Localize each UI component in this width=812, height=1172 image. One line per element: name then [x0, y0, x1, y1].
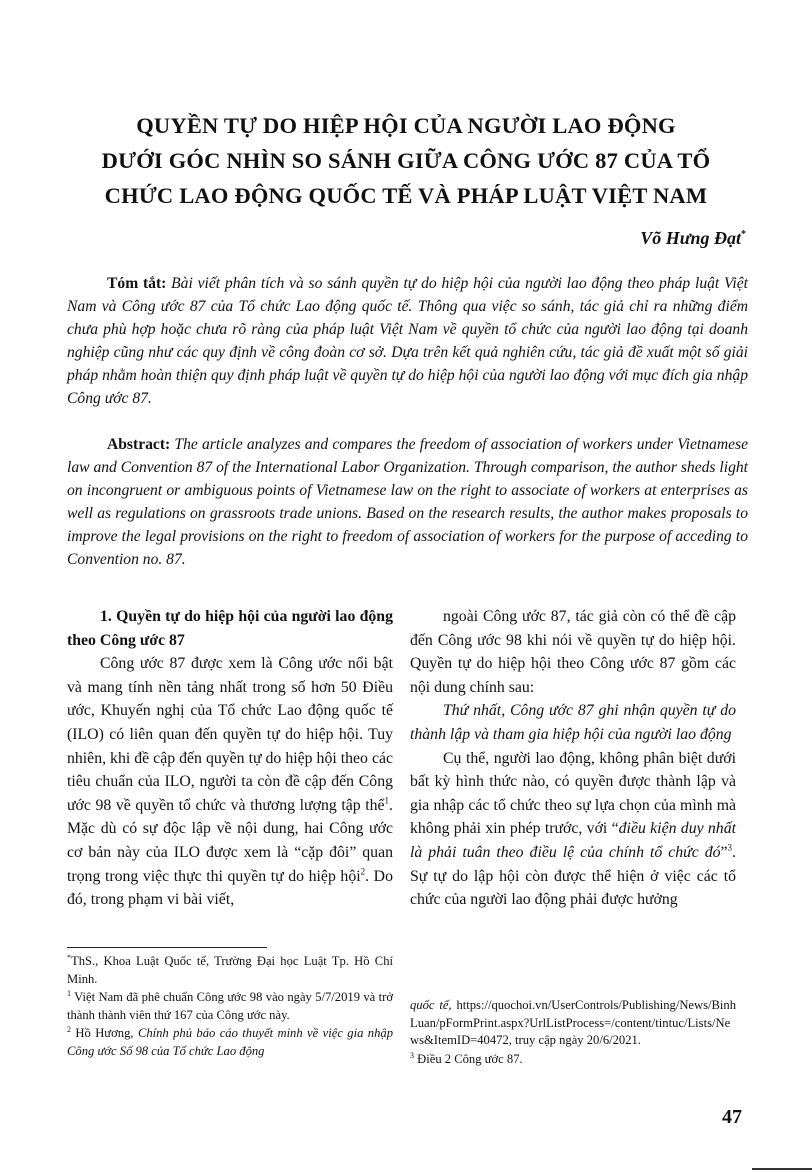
- footnote-italic-title: quốc tế,: [410, 998, 452, 1012]
- section-heading: 1. Quyền tự do hiệp hội của người lao động theo Công ước 87: [67, 608, 393, 649]
- body-text: Cụ thể, người lao động, không phân biệt dưới bất kỳ hình thức nào, có quyền được thành lập và gia nhập các tổ chức theo sự lựa chọn của mình mà không phải xin phép trước, với “: [410, 749, 736, 838]
- footnote-mark: 1: [67, 989, 71, 998]
- body-text: ”: [720, 843, 728, 861]
- abstract-vi-label: Tóm tắt:: [107, 275, 167, 292]
- footnote-mark: 3: [410, 1050, 414, 1060]
- footnote-text: Hồ Hương,: [75, 1026, 134, 1041]
- footnotes-left: [67, 953, 393, 1062]
- body-text: . Do đó, trong phạm vi bài viết,: [67, 867, 393, 909]
- footnote-ref: 2: [360, 866, 366, 877]
- footnote-text: ThS., Khoa Luật Quốc tế, Trường Đại học Luật Tp. Hồ Chí Minh.: [67, 954, 393, 986]
- body-column-right: [410, 605, 736, 912]
- abstract-en-text: The article analyzes and compares the freedom of association of workers under Vietnamese law and Convention 87 of the International Labor Organization. Through comparison, the author sheds light on incongruent or ambiguous points of Vietnamese law on the right to associate of workers at enterprises as well as regulations on grassroots trade unions. Based on the research results, the author makes proposals to improve the legal provisions on the right to freedom of association of workers for the purpose of acceding to Convention no. 87.: [67, 436, 748, 568]
- corner-rule: [752, 1168, 812, 1170]
- footnote-author: [67, 953, 393, 988]
- author-footnote-mark: *: [741, 229, 746, 240]
- footnote-text: Việt Nam đã phê chuẩn Công ước 98 vào ngày 5/7/2019 và trở thành thành viên thứ 167 của Công ước này.: [67, 990, 394, 1022]
- footnote-3: [410, 1051, 736, 1069]
- italic-subheading: Thứ nhất, Công ước 87 ghi nhận quyền tự do thành lập và tham gia hiệp hội của người lao động: [410, 702, 736, 743]
- body-paragraph: [67, 652, 393, 912]
- body-column-left: [67, 605, 393, 912]
- article-title: [60, 108, 752, 213]
- footnote-text: Điều 2 Công ước 87.: [417, 1051, 523, 1066]
- page-number: 47: [722, 1106, 742, 1128]
- body-text: Công ước 87 được xem là Công ước nổi bật và mang tính nền tảng nhất trong số hơn 50 Điều ước, Khuyến nghị của Tổ chức Lao động quốc tế (ILO) có liên quan đến quyền tự do hiệp hội. Tuy nhiên, khi đề cập đến quyền tự do hiệp hội theo các tiêu chuẩn của ILO, người ta còn đề cập đến Công ước 98 về quyền tổ chức và thương lượng tập thể: [67, 655, 393, 814]
- abstract-vietnamese: [67, 272, 748, 410]
- title-line-2: DƯỚI GÓC NHÌN SO SÁNH GIỮA CÔNG ƯỚC 87 CỦA TỔ: [101, 148, 711, 173]
- footnote-ref: 1: [384, 795, 390, 806]
- footnote-mark: 2: [67, 1025, 71, 1035]
- footnote-1: [67, 989, 393, 1024]
- footnote-italic-title: Chính phủ báo cáo thuyết minh về việc gia nhập Công ước Số 98 của Tổ chức Lao động: [67, 1026, 393, 1058]
- author-name: Võ Hưng Đạt: [640, 228, 741, 248]
- body-text: . Mặc dù có sự độc lập về nội dung, hai Công ước cơ bản này của ILO được xem là “cặp đôi” quan trọng trong việc thực thi quyền tự do hiệp hội: [67, 796, 393, 885]
- body-paragraph: ngoài Công ước 87, tác giả còn có thể đề cập đến Công ước 98 khi nói về quyền tự do hiệp hội. Quyền tự do hiệp hội theo Công ước 87 gồm các nội dung chính sau:: [410, 608, 736, 696]
- footnote-2-continued: [410, 997, 736, 1050]
- abstract-english: [67, 433, 748, 571]
- body-text: . Sự tự do lập hội còn được thể hiện ở việc các tổ chức của người lao động phải được hưởng: [410, 843, 736, 909]
- abstract-en-label: Abstract:: [107, 436, 171, 453]
- footnote-url: https://quochoi.vn/UserControls/Publishing/News/BinhLuan/pFormPrint.aspx?UrlListProcess=/content/tintuc/Lists/News&ItemID=40472, truy cập ngày 20/6/2021.: [410, 998, 736, 1048]
- footnote-ref: 3: [727, 842, 733, 853]
- abstract-vi-text: Bài viết phân tích và so sánh quyền tự do hiệp hội của người lao động theo pháp luật Việt Nam và Công ước 87 của Tổ chức Lao động quốc tế. Thông qua việc so sánh, tác giả chỉ ra những điểm chưa phù hợp hoặc chưa rõ ràng của pháp luật Việt Nam về quyền tổ chức của người lao động tại doanh nghiệp cũng như các quy định về công đoàn cơ sở. Dựa trên kết quả nghiên cứu, tác giả đề xuất một số giải pháp nhằm hoàn thiện quy định pháp luật về quyền tự do hiệp hội của người lao động với mục đích gia nhập Công ước 87.: [67, 275, 748, 407]
- author-byline: [640, 228, 746, 249]
- footnote-2: [67, 1025, 393, 1060]
- footnote-divider: [67, 947, 267, 948]
- footnote-mark: *: [67, 952, 71, 962]
- quoted-text: điều kiện duy nhất là phải tuân theo điều lệ của chính tổ chức đó: [410, 820, 736, 861]
- title-line-1: QUYỀN TỰ DO HIỆP HỘI CỦA NGƯỜI LAO ĐỘNG: [136, 113, 676, 138]
- body-paragraph: [410, 747, 736, 912]
- footnotes-right: [410, 997, 736, 1069]
- title-line-3: CHỨC LAO ĐỘNG QUỐC TẾ VÀ PHÁP LUẬT VIỆT NAM: [104, 183, 708, 208]
